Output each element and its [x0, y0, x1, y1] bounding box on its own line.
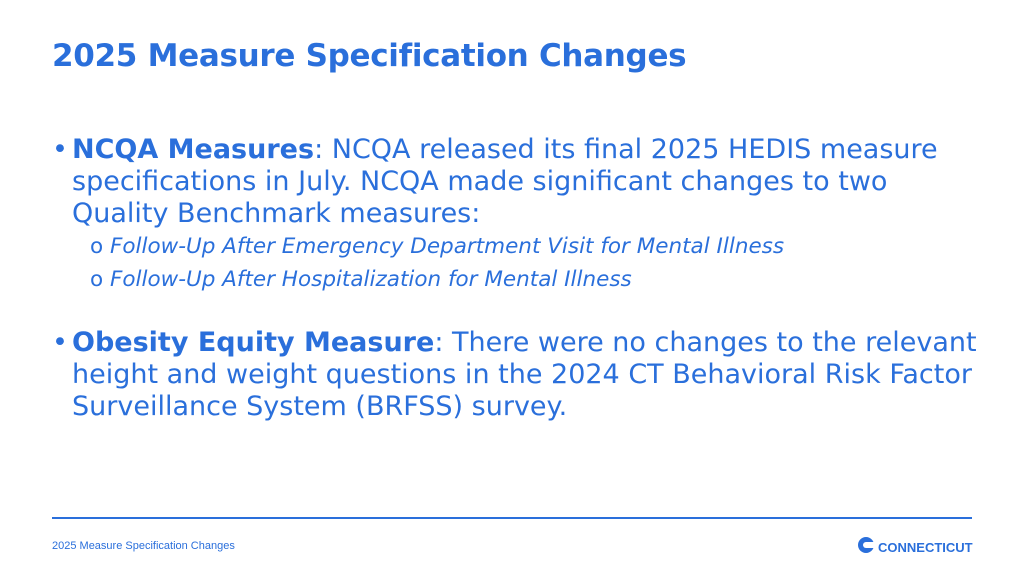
bullet-marker: •	[52, 134, 68, 165]
sub-item-text: Follow-Up After Hospitalization for Mental Illness	[110, 267, 632, 292]
footer-text: 2025 Measure Specification Changes	[52, 540, 235, 552]
slide-content	[52, 134, 992, 423]
logo-text: CONNECTICUT	[878, 539, 973, 555]
connecticut-logo	[858, 537, 973, 557]
connecticut-c-icon	[858, 537, 874, 557]
bullet-obesity-equity-measure	[52, 327, 992, 423]
bullet-text: : There were no changes to the relevant height and weight questions in the 2024 CT Behavioral Risk Factor Surveillance System (BRFSS) survey.	[72, 327, 977, 422]
sub-item-marker: o	[90, 234, 104, 259]
bullet-label: Obesity Equity Measure	[72, 327, 435, 358]
sub-item-text: Follow-Up After Emergency Department Visit for Mental Illness	[110, 234, 785, 259]
slide-title: 2025 Measure Specification Changes	[52, 38, 687, 74]
sub-item-marker: o	[90, 267, 104, 292]
bullet-ncqa-measures	[52, 134, 992, 230]
sub-item	[52, 230, 992, 263]
sub-item	[52, 263, 992, 296]
bullet-text: : NCQA released its final 2025 HEDIS measure specifications in July. NCQA made significant changes to two Quality Benchmark measures:	[72, 134, 938, 229]
bullet-marker: •	[52, 327, 68, 358]
bullet-label: NCQA Measures	[72, 134, 315, 165]
footer-divider	[52, 517, 972, 519]
